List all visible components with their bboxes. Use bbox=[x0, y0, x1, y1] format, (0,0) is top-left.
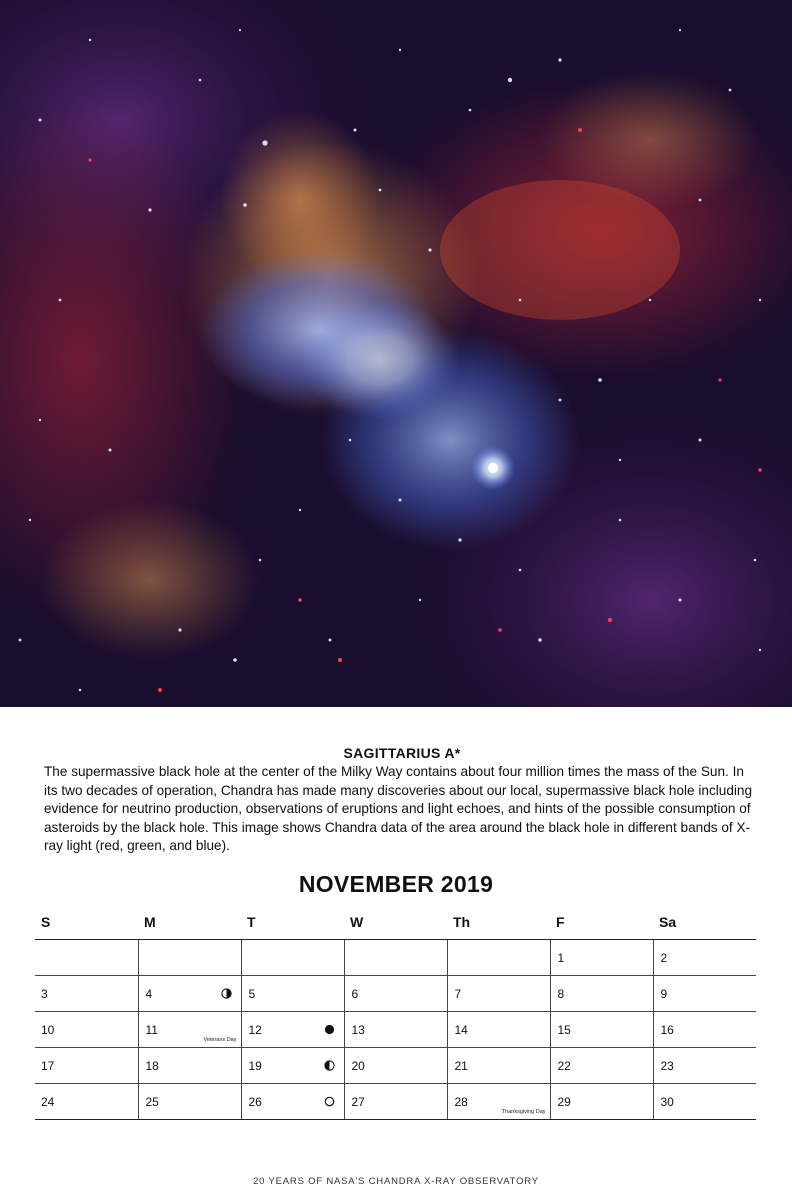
day-cell bbox=[241, 1048, 344, 1084]
day-cell: 5 bbox=[241, 976, 344, 1012]
day-cell: 15 bbox=[550, 1012, 653, 1048]
last-quarter-moon-icon bbox=[324, 1060, 335, 1071]
weekday-label: F bbox=[550, 904, 653, 940]
day-cell: 16 bbox=[653, 1012, 756, 1048]
weekday-label: Sa bbox=[653, 904, 756, 940]
day-cell: 14 bbox=[447, 1012, 550, 1048]
week-row bbox=[35, 1012, 756, 1048]
day-cell: 17 bbox=[35, 1048, 138, 1084]
day-cell: 30 bbox=[653, 1084, 756, 1120]
day-cell: 7 bbox=[447, 976, 550, 1012]
day-number: 19 bbox=[248, 1058, 262, 1073]
day-cell: 21 bbox=[447, 1048, 550, 1084]
caption-title: SAGITTARIUS A* bbox=[343, 745, 461, 761]
weekday-label: S bbox=[35, 904, 138, 940]
day-cell bbox=[35, 940, 138, 976]
day-cell: 6 bbox=[344, 976, 447, 1012]
day-cell bbox=[447, 940, 550, 976]
day-cell: 27 bbox=[344, 1084, 447, 1120]
day-cell: 22 bbox=[550, 1048, 653, 1084]
image-caption bbox=[44, 745, 760, 856]
day-cell bbox=[344, 940, 447, 976]
day-cell: 23 bbox=[653, 1048, 756, 1084]
caption-body: The supermassive black hole at the center of the Milky Way contains about four million times the mass of the Sun. In its two decades of operation, Chandra has made many discoveries about our local, supermassive black hole including evidence for neutrino production, observations of eruptions and light echoes, and hints of the possible consumption of asteroids by the black hole. This image shows Chandra data of the area around the black hole in different bands of X-ray light (red, green, and blue). bbox=[44, 764, 753, 853]
day-cell bbox=[241, 1012, 344, 1048]
day-cell: 24 bbox=[35, 1084, 138, 1120]
calendar-grid bbox=[35, 904, 756, 1120]
weekday-header-row bbox=[35, 904, 756, 940]
day-cell: 8 bbox=[550, 976, 653, 1012]
first-quarter-moon-icon bbox=[221, 988, 232, 999]
day-number: 4 bbox=[145, 986, 153, 1001]
day-cell: 9 bbox=[653, 976, 756, 1012]
weekday-label: M bbox=[138, 904, 241, 940]
day-cell: 1 bbox=[550, 940, 653, 976]
new-moon-icon bbox=[324, 1096, 335, 1107]
week-row bbox=[35, 1048, 756, 1084]
day-cell bbox=[241, 940, 344, 976]
day-cell bbox=[447, 1084, 550, 1120]
day-cell: 13 bbox=[344, 1012, 447, 1048]
month-title: NOVEMBER 2019 bbox=[298, 871, 494, 897]
day-number: 28 bbox=[454, 1094, 468, 1109]
holiday-label-thanksgiving: Thanksgiving Day bbox=[501, 1109, 546, 1115]
day-cell: 3 bbox=[35, 976, 138, 1012]
day-number: 26 bbox=[248, 1094, 262, 1109]
day-number: 12 bbox=[248, 1022, 262, 1037]
footer-text: 20 YEARS OF NASA'S CHANDRA X-RAY OBSERVATORY bbox=[253, 1176, 539, 1187]
weekday-label: Th bbox=[447, 904, 550, 940]
day-number: 11 bbox=[145, 1022, 158, 1037]
day-cell bbox=[138, 976, 241, 1012]
weekday-label: W bbox=[344, 904, 447, 940]
weekday-label: T bbox=[241, 904, 344, 940]
day-cell: 18 bbox=[138, 1048, 241, 1084]
week-row bbox=[35, 976, 756, 1012]
day-cell: 2 bbox=[653, 940, 756, 976]
day-cell: 20 bbox=[344, 1048, 447, 1084]
day-cell bbox=[138, 1012, 241, 1048]
day-cell: 25 bbox=[138, 1084, 241, 1120]
week-row bbox=[35, 1084, 756, 1120]
day-cell: 29 bbox=[550, 1084, 653, 1120]
day-cell bbox=[138, 940, 241, 976]
holiday-label-veterans: Veterans Day bbox=[203, 1037, 237, 1043]
week-row bbox=[35, 940, 756, 976]
day-cell bbox=[241, 1084, 344, 1120]
full-moon-icon bbox=[324, 1024, 335, 1035]
day-cell: 10 bbox=[35, 1012, 138, 1048]
